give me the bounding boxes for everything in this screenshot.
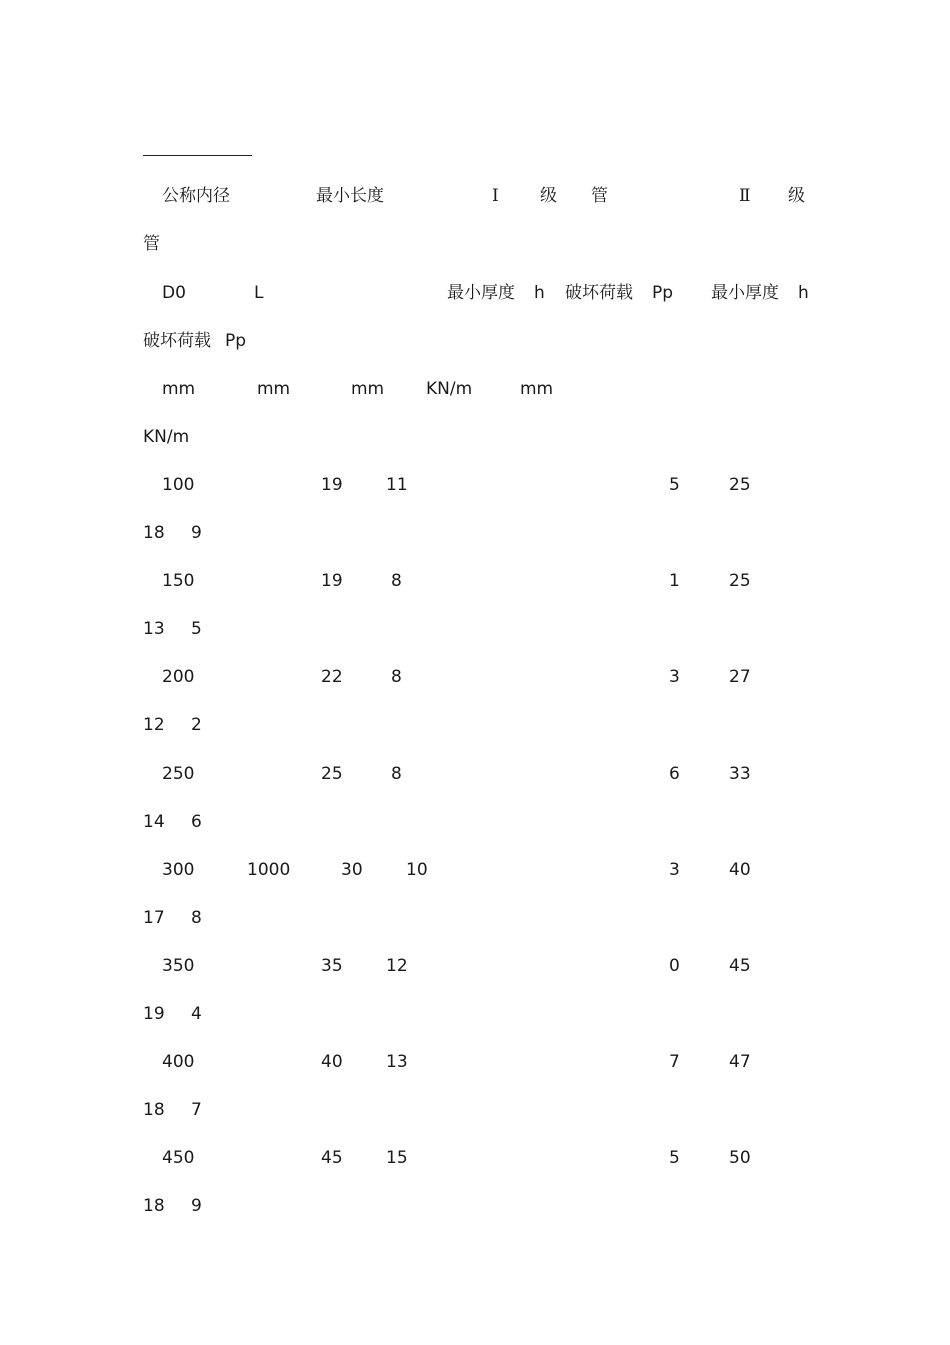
value-g-cell: 2 bbox=[191, 715, 202, 736]
value-g-cell: 8 bbox=[191, 907, 202, 928]
value-f-cell: 12 bbox=[143, 715, 165, 736]
value-g-cell: 4 bbox=[191, 1004, 202, 1024]
value-b-cell: 8 bbox=[391, 667, 402, 688]
g2-load-label: 破坏荷载 bbox=[143, 331, 211, 351]
value-c-cell: 6 bbox=[669, 763, 680, 784]
value-b-cell: 10 bbox=[406, 859, 428, 880]
value-c-cell: 3 bbox=[669, 667, 680, 688]
value-e-cell: 50 bbox=[729, 1148, 751, 1169]
value-a-cell: 30 bbox=[341, 859, 363, 880]
value-a-cell: 25 bbox=[321, 763, 343, 784]
value-g-cell: 7 bbox=[191, 1100, 202, 1121]
g1-h-label: h bbox=[534, 283, 545, 303]
value-g-cell: 6 bbox=[191, 811, 202, 832]
value-e-cell: 47 bbox=[729, 1052, 751, 1073]
nominal-diameter-cell: 300 bbox=[162, 859, 195, 880]
value-f-cell: 18 bbox=[143, 1100, 165, 1121]
value-f-cell: 14 bbox=[143, 811, 165, 832]
value-c-cell: 1 bbox=[669, 571, 680, 592]
unit-l: mm bbox=[257, 379, 291, 399]
value-e-cell: 40 bbox=[729, 859, 751, 880]
value-e-cell: 45 bbox=[729, 956, 751, 976]
diameter-label: 公称内径 bbox=[162, 186, 230, 206]
nominal-diameter-cell: 200 bbox=[162, 667, 195, 688]
unit-g2-pp: KN/m bbox=[143, 427, 190, 447]
value-f-cell: 17 bbox=[143, 907, 165, 928]
value-a-cell: 35 bbox=[321, 956, 343, 976]
nominal-diameter-cell: 450 bbox=[162, 1148, 195, 1169]
value-c-cell: 0 bbox=[669, 956, 680, 976]
value-a-cell: 40 bbox=[321, 1052, 343, 1073]
value-f-cell: 13 bbox=[143, 619, 165, 640]
value-f-cell: 18 bbox=[143, 523, 165, 543]
value-b-cell: 11 bbox=[386, 475, 408, 495]
value-e-cell: 27 bbox=[729, 667, 751, 688]
l-label: L bbox=[254, 283, 264, 303]
value-a-cell: 19 bbox=[321, 571, 343, 592]
g1-load-label: 破坏荷载 bbox=[565, 283, 633, 303]
g2-pp-label: Pp bbox=[225, 331, 247, 351]
value-b-cell: 15 bbox=[386, 1148, 408, 1169]
nominal-diameter-cell: 400 bbox=[162, 1052, 195, 1073]
value-e-cell: 33 bbox=[729, 763, 751, 784]
min-length-cell: 1000 bbox=[247, 859, 291, 880]
nominal-diameter-cell: 350 bbox=[162, 956, 195, 976]
value-a-cell: 22 bbox=[321, 667, 343, 688]
value-b-cell: 8 bbox=[391, 763, 402, 784]
header-rule bbox=[143, 155, 252, 156]
grade1-roman: Ⅰ bbox=[492, 186, 499, 206]
value-f-cell: 18 bbox=[143, 1196, 165, 1217]
nominal-diameter-cell: 250 bbox=[162, 763, 195, 784]
grade2-roman: Ⅱ bbox=[739, 186, 751, 206]
grade2-ji: 级 bbox=[788, 186, 805, 206]
value-g-cell: 9 bbox=[191, 1196, 202, 1217]
value-g-cell: 5 bbox=[191, 619, 202, 640]
grade1-ji: 级 bbox=[540, 186, 557, 206]
d0-label: D0 bbox=[162, 283, 186, 303]
nominal-diameter-cell: 100 bbox=[162, 475, 195, 495]
grade1-guan: 管 bbox=[591, 186, 608, 206]
g1-pp-label: Pp bbox=[652, 283, 674, 303]
unit-g1-h: mm bbox=[351, 379, 385, 399]
nominal-diameter-cell: 150 bbox=[162, 571, 195, 592]
value-e-cell: 25 bbox=[729, 571, 751, 592]
unit-d0: mm bbox=[162, 379, 196, 399]
unit-g2-h: mm bbox=[520, 379, 554, 399]
g2-h-label: h bbox=[798, 283, 809, 303]
value-b-cell: 8 bbox=[391, 571, 402, 592]
g1-thickness-label: 最小厚度 bbox=[447, 283, 515, 303]
value-b-cell: 13 bbox=[386, 1052, 408, 1073]
value-b-cell: 12 bbox=[386, 956, 408, 976]
length-label: 最小长度 bbox=[316, 186, 384, 206]
value-c-cell: 5 bbox=[669, 475, 680, 495]
value-c-cell: 7 bbox=[669, 1052, 680, 1073]
value-a-cell: 45 bbox=[321, 1148, 343, 1169]
unit-g1-pp: KN/m bbox=[426, 379, 473, 399]
value-a-cell: 19 bbox=[321, 475, 343, 495]
grade2-guan: 管 bbox=[143, 234, 160, 254]
value-f-cell: 19 bbox=[143, 1004, 165, 1024]
g2-thickness-label: 最小厚度 bbox=[711, 283, 779, 303]
value-e-cell: 25 bbox=[729, 475, 751, 495]
value-c-cell: 3 bbox=[669, 859, 680, 880]
value-g-cell: 9 bbox=[191, 523, 202, 543]
value-c-cell: 5 bbox=[669, 1148, 680, 1169]
